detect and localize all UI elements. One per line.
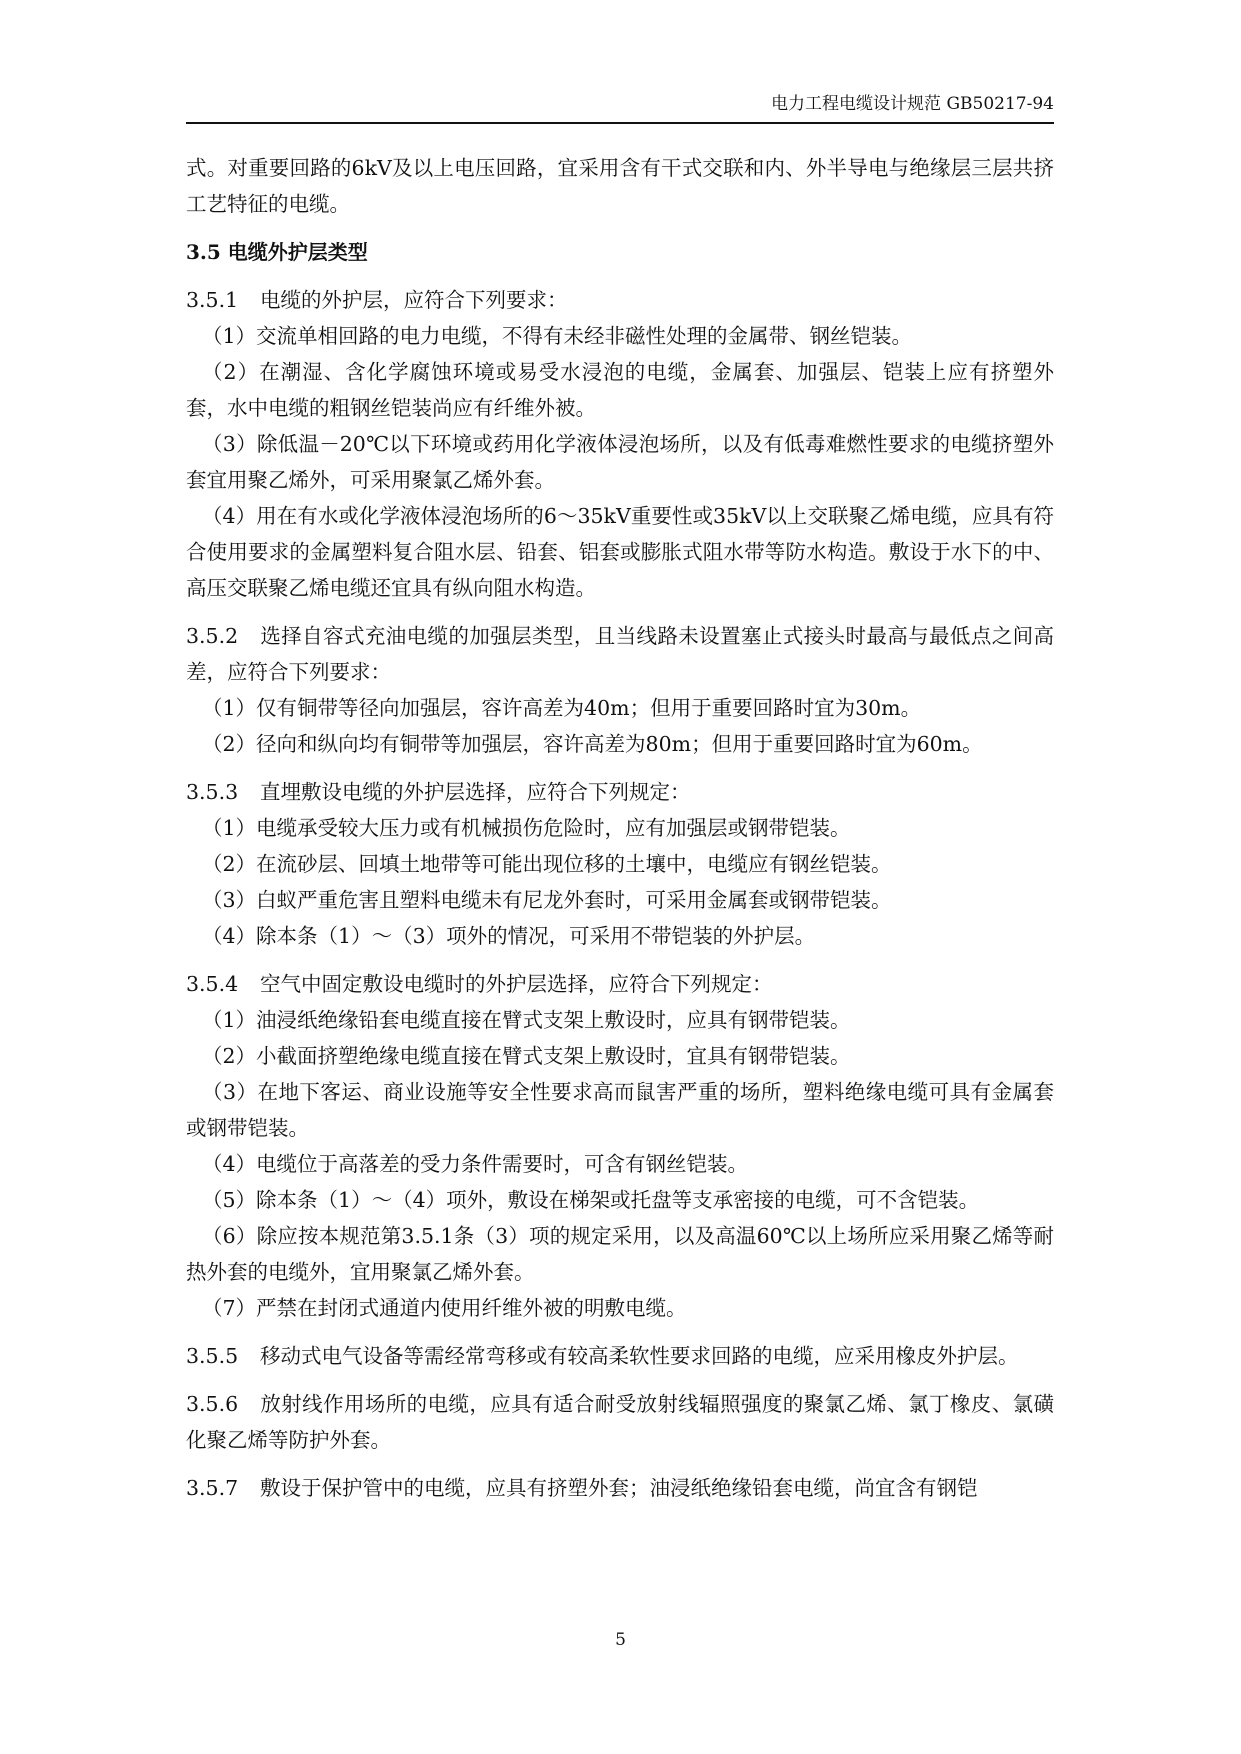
- clause-number: 3.5.4: [186, 972, 239, 996]
- clause-number: 3.5.1: [186, 288, 239, 312]
- clause-3-5-3: [186, 774, 1054, 954]
- clause-3-5-7: [186, 1470, 1054, 1506]
- clause-text: 电缆的外护层，应符合下列要求：: [260, 288, 568, 312]
- clause-number: 3.5.7: [186, 1476, 239, 1500]
- section-title: 3.5 电缆外护层类型: [186, 240, 368, 264]
- clause-item: （3）白蚁严重危害且塑料电缆未有尼龙外套时，可采用金属套或钢带铠装。: [202, 888, 892, 912]
- clause-heading: [186, 1386, 1054, 1458]
- clause-text: 选择自容式充油电缆的加强层类型，且当线路未设置塞止式接头时最高与最低点之间高差，应符合下列要求：: [186, 624, 1054, 684]
- clause-item: （2）在流砂层、回填土地带等可能出现位移的土壤中，电缆应有钢丝铠装。: [202, 852, 892, 876]
- clause-item: （1）油浸纸绝缘铅套电缆直接在臂式支架上敷设时，应具有钢带铠装。: [202, 1008, 851, 1032]
- clause-text: 移动式电气设备等需经常弯移或有较高柔软性要求回路的电缆，应采用橡皮外护层。: [260, 1344, 1019, 1368]
- clause-text: 敷设于保护管中的电缆，应具有挤塑外套；油浸纸绝缘铅套电缆，尚宜含有钢铠: [260, 1476, 978, 1500]
- clause-item: （2）在潮湿、含化学腐蚀环境或易受水浸泡的电缆，金属套、加强层、铠装上应有挤塑外套，水中电缆的粗钢丝铠装尚应有纤维外被。: [186, 360, 1054, 420]
- clause-item: （1）仅有铜带等径向加强层，容许高差为40m；但用于重要回路时宜为30m。: [202, 696, 922, 720]
- clause-heading: [186, 1470, 1054, 1506]
- page-body: [186, 150, 1054, 1506]
- clause-number: 3.5.5: [186, 1344, 239, 1368]
- clause-3-5-2: [186, 618, 1054, 762]
- clause-heading: [186, 966, 1054, 1002]
- clause-3-5-6: [186, 1386, 1054, 1458]
- clause-item: （6）除应按本规范第3.5.1条（3）项的规定采用，以及高温60℃以上场所应采用聚乙烯等耐热外套的电缆外，宜用聚氯乙烯外套。: [186, 1224, 1054, 1284]
- clause-heading: [186, 618, 1054, 690]
- clause-heading: [186, 774, 1054, 810]
- page-number: 5: [615, 1630, 626, 1650]
- clause-item: （2）径向和纵向均有铜带等加强层，容许高差为80m；但用于重要回路时宜为60m。: [202, 732, 983, 756]
- clause-heading: [186, 1338, 1054, 1374]
- clause-heading: [186, 282, 1054, 318]
- clause-item: （1）电缆承受较大压力或有机械损伤危险时，应有加强层或钢带铠装。: [202, 816, 851, 840]
- clause-item: （3）除低温－20℃以下环境或药用化学液体浸泡场所，以及有低毒难燃性要求的电缆挤塑外套宜用聚乙烯外，可采用聚氯乙烯外套。: [186, 432, 1054, 492]
- clause-item: （5）除本条（1）～（4）项外，敷设在梯架或托盘等支承密接的电缆，可不含铠装。: [202, 1188, 980, 1212]
- clause-3-5-1: [186, 282, 1054, 606]
- running-header: 电力工程电缆设计规范 GB50217-94: [771, 94, 1054, 114]
- clause-text: 直埋敷设电缆的外护层选择，应符合下列规定：: [260, 780, 691, 804]
- clause-number: 3.5.6: [186, 1392, 239, 1416]
- intro-paragraph: 式。对重要回路的6kV及以上电压回路，宜采用含有干式交联和内、外半导电与绝缘层三层共挤工艺特征的电缆。: [186, 156, 1054, 216]
- clause-item: （1）交流单相回路的电力电缆，不得有未经非磁性处理的金属带、钢丝铠装。: [202, 324, 913, 348]
- clause-text: 放射线作用场所的电缆，应具有适合耐受放射线辐照强度的聚氯乙烯、氯丁橡皮、氯磺化聚乙烯等防护外套。: [186, 1392, 1054, 1452]
- clause-item: （4）用在有水或化学液体浸泡场所的6～35kV重要性或35kV以上交联聚乙烯电缆，应具有符合使用要求的金属塑料复合阻水层、铅套、铝套或膨胀式阻水带等防水构造。敷设于水下的中、高压交联聚乙烯电缆还宜具有纵向阻水构造。: [186, 504, 1054, 600]
- clause-3-5-5: [186, 1338, 1054, 1374]
- clause-item: （4）除本条（1）～（3）项外的情况，可采用不带铠装的外护层。: [202, 924, 816, 948]
- clause-item: （4）电缆位于高落差的受力条件需要时，可含有钢丝铠装。: [202, 1152, 749, 1176]
- header-rule: [186, 122, 1054, 124]
- clause-3-5-4: [186, 966, 1054, 1326]
- clause-item: （2）小截面挤塑绝缘电缆直接在臂式支架上敷设时，宜具有钢带铠装。: [202, 1044, 851, 1068]
- clause-number: 3.5.3: [186, 780, 239, 804]
- clause-number: 3.5.2: [186, 624, 239, 648]
- clause-item: （3）在地下客运、商业设施等安全性要求高而鼠害严重的场所，塑料绝缘电缆可具有金属套或钢带铠装。: [186, 1080, 1054, 1140]
- clause-text: 空气中固定敷设电缆时的外护层选择，应符合下列规定：: [260, 972, 773, 996]
- clause-item: （7）严禁在封闭式通道内使用纤维外被的明敷电缆。: [202, 1296, 687, 1320]
